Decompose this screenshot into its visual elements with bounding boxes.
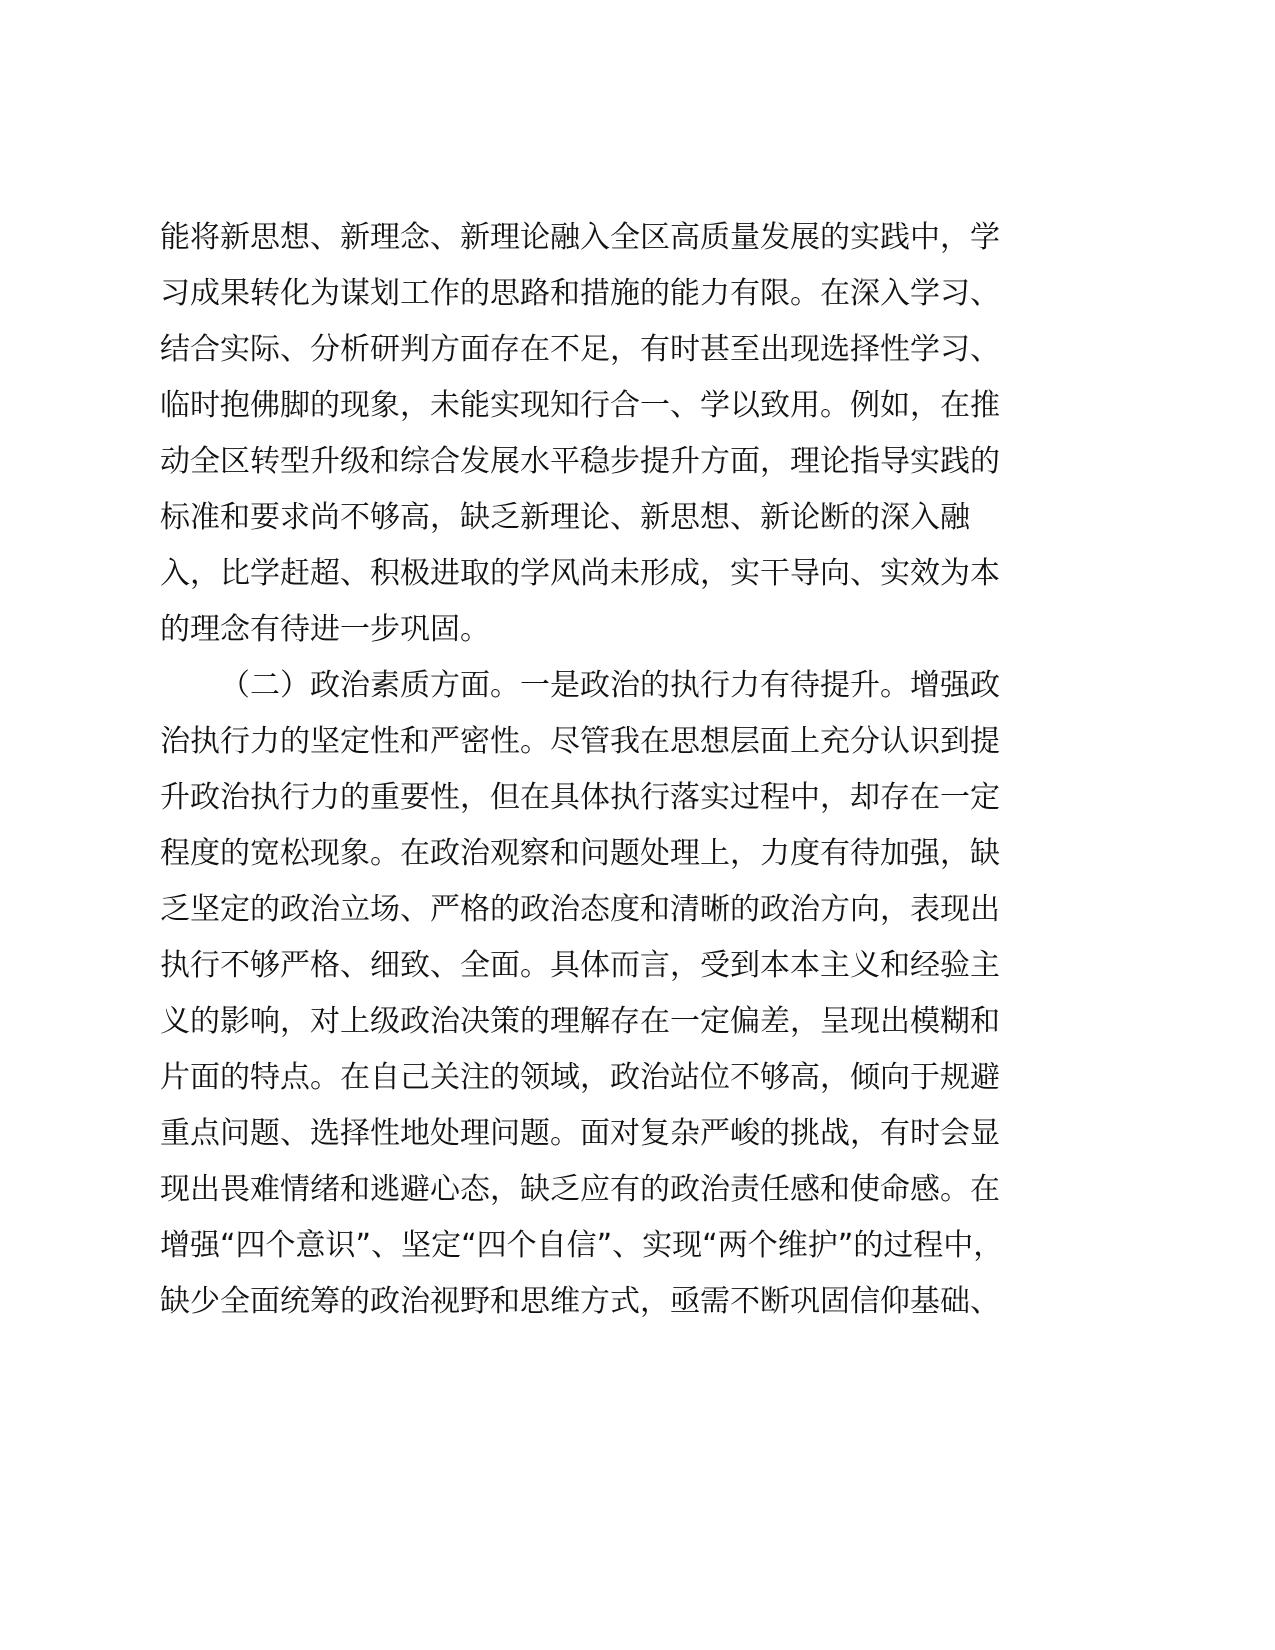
- text-line-16: 片面的特点。在自己关注的领域，政治站位不够高，倾向于规避: [160, 1060, 1000, 1095]
- text-line-1: 能将新思想、新理念、新理论融入全区高质量发展的实践中，学: [160, 220, 1000, 255]
- text-line-19: 增强“四个意识”、坚定“四个自信”、实现“两个维护”的过程中，: [160, 1228, 1004, 1263]
- text-line-7: 入，比学赶超、积极进取的学风尚未形成，实干导向、实效为本: [160, 556, 1000, 591]
- text-line-10: 治执行力的坚定性和严密性。尽管我在思想层面上充分认识到提: [160, 724, 1000, 759]
- text-line-17: 重点问题、选择性地处理问题。面对复杂严峻的挑战，有时会显: [160, 1116, 1000, 1151]
- text-line-5: 动全区转型升级和综合发展水平稳步提升方面，理论指导实践的: [160, 444, 1000, 479]
- text-line-18: 现出畏难情绪和逃避心态，缺乏应有的政治责任感和使命感。在: [160, 1172, 1000, 1207]
- body-text: [160, 210, 1060, 1330]
- text-line-15: 义的影响，对上级政治决策的理解存在一定偏差，呈现出模糊和: [160, 1004, 1000, 1039]
- text-line-3: 结合实际、分析研判方面存在不足，有时甚至出现选择性学习、: [160, 332, 1000, 367]
- text-line-4: 临时抱佛脚的现象，未能实现知行合一、学以致用。例如，在推: [160, 388, 1000, 423]
- text-line-6: 标准和要求尚不够高，缺乏新理论、新思想、新论断的深入融: [160, 500, 970, 535]
- text-line-14: 执行不够严格、细致、全面。具体而言，受到本本主义和经验主: [160, 948, 1000, 983]
- text-line-12: 程度的宽松现象。在政治观察和问题处理上，力度有待加强，缺: [160, 836, 1000, 871]
- text-line-11: 升政治执行力的重要性，但在具体执行落实过程中，却存在一定: [160, 780, 1000, 815]
- section-heading-line: （二）政治素质方面。一是政治的执行力有待提升。增强政: [220, 668, 1000, 703]
- text-line-20: 缺少全面统筹的政治视野和思维方式，亟需不断巩固信仰基础、: [160, 1284, 1000, 1319]
- text-line-8: 的理念有待进一步巩固。: [160, 612, 490, 647]
- text-line-2: 习成果转化为谋划工作的思路和措施的能力有限。在深入学习、: [160, 276, 1000, 311]
- text-line-13: 乏坚定的政治立场、严格的政治态度和清晰的政治方向，表现出: [160, 892, 1000, 927]
